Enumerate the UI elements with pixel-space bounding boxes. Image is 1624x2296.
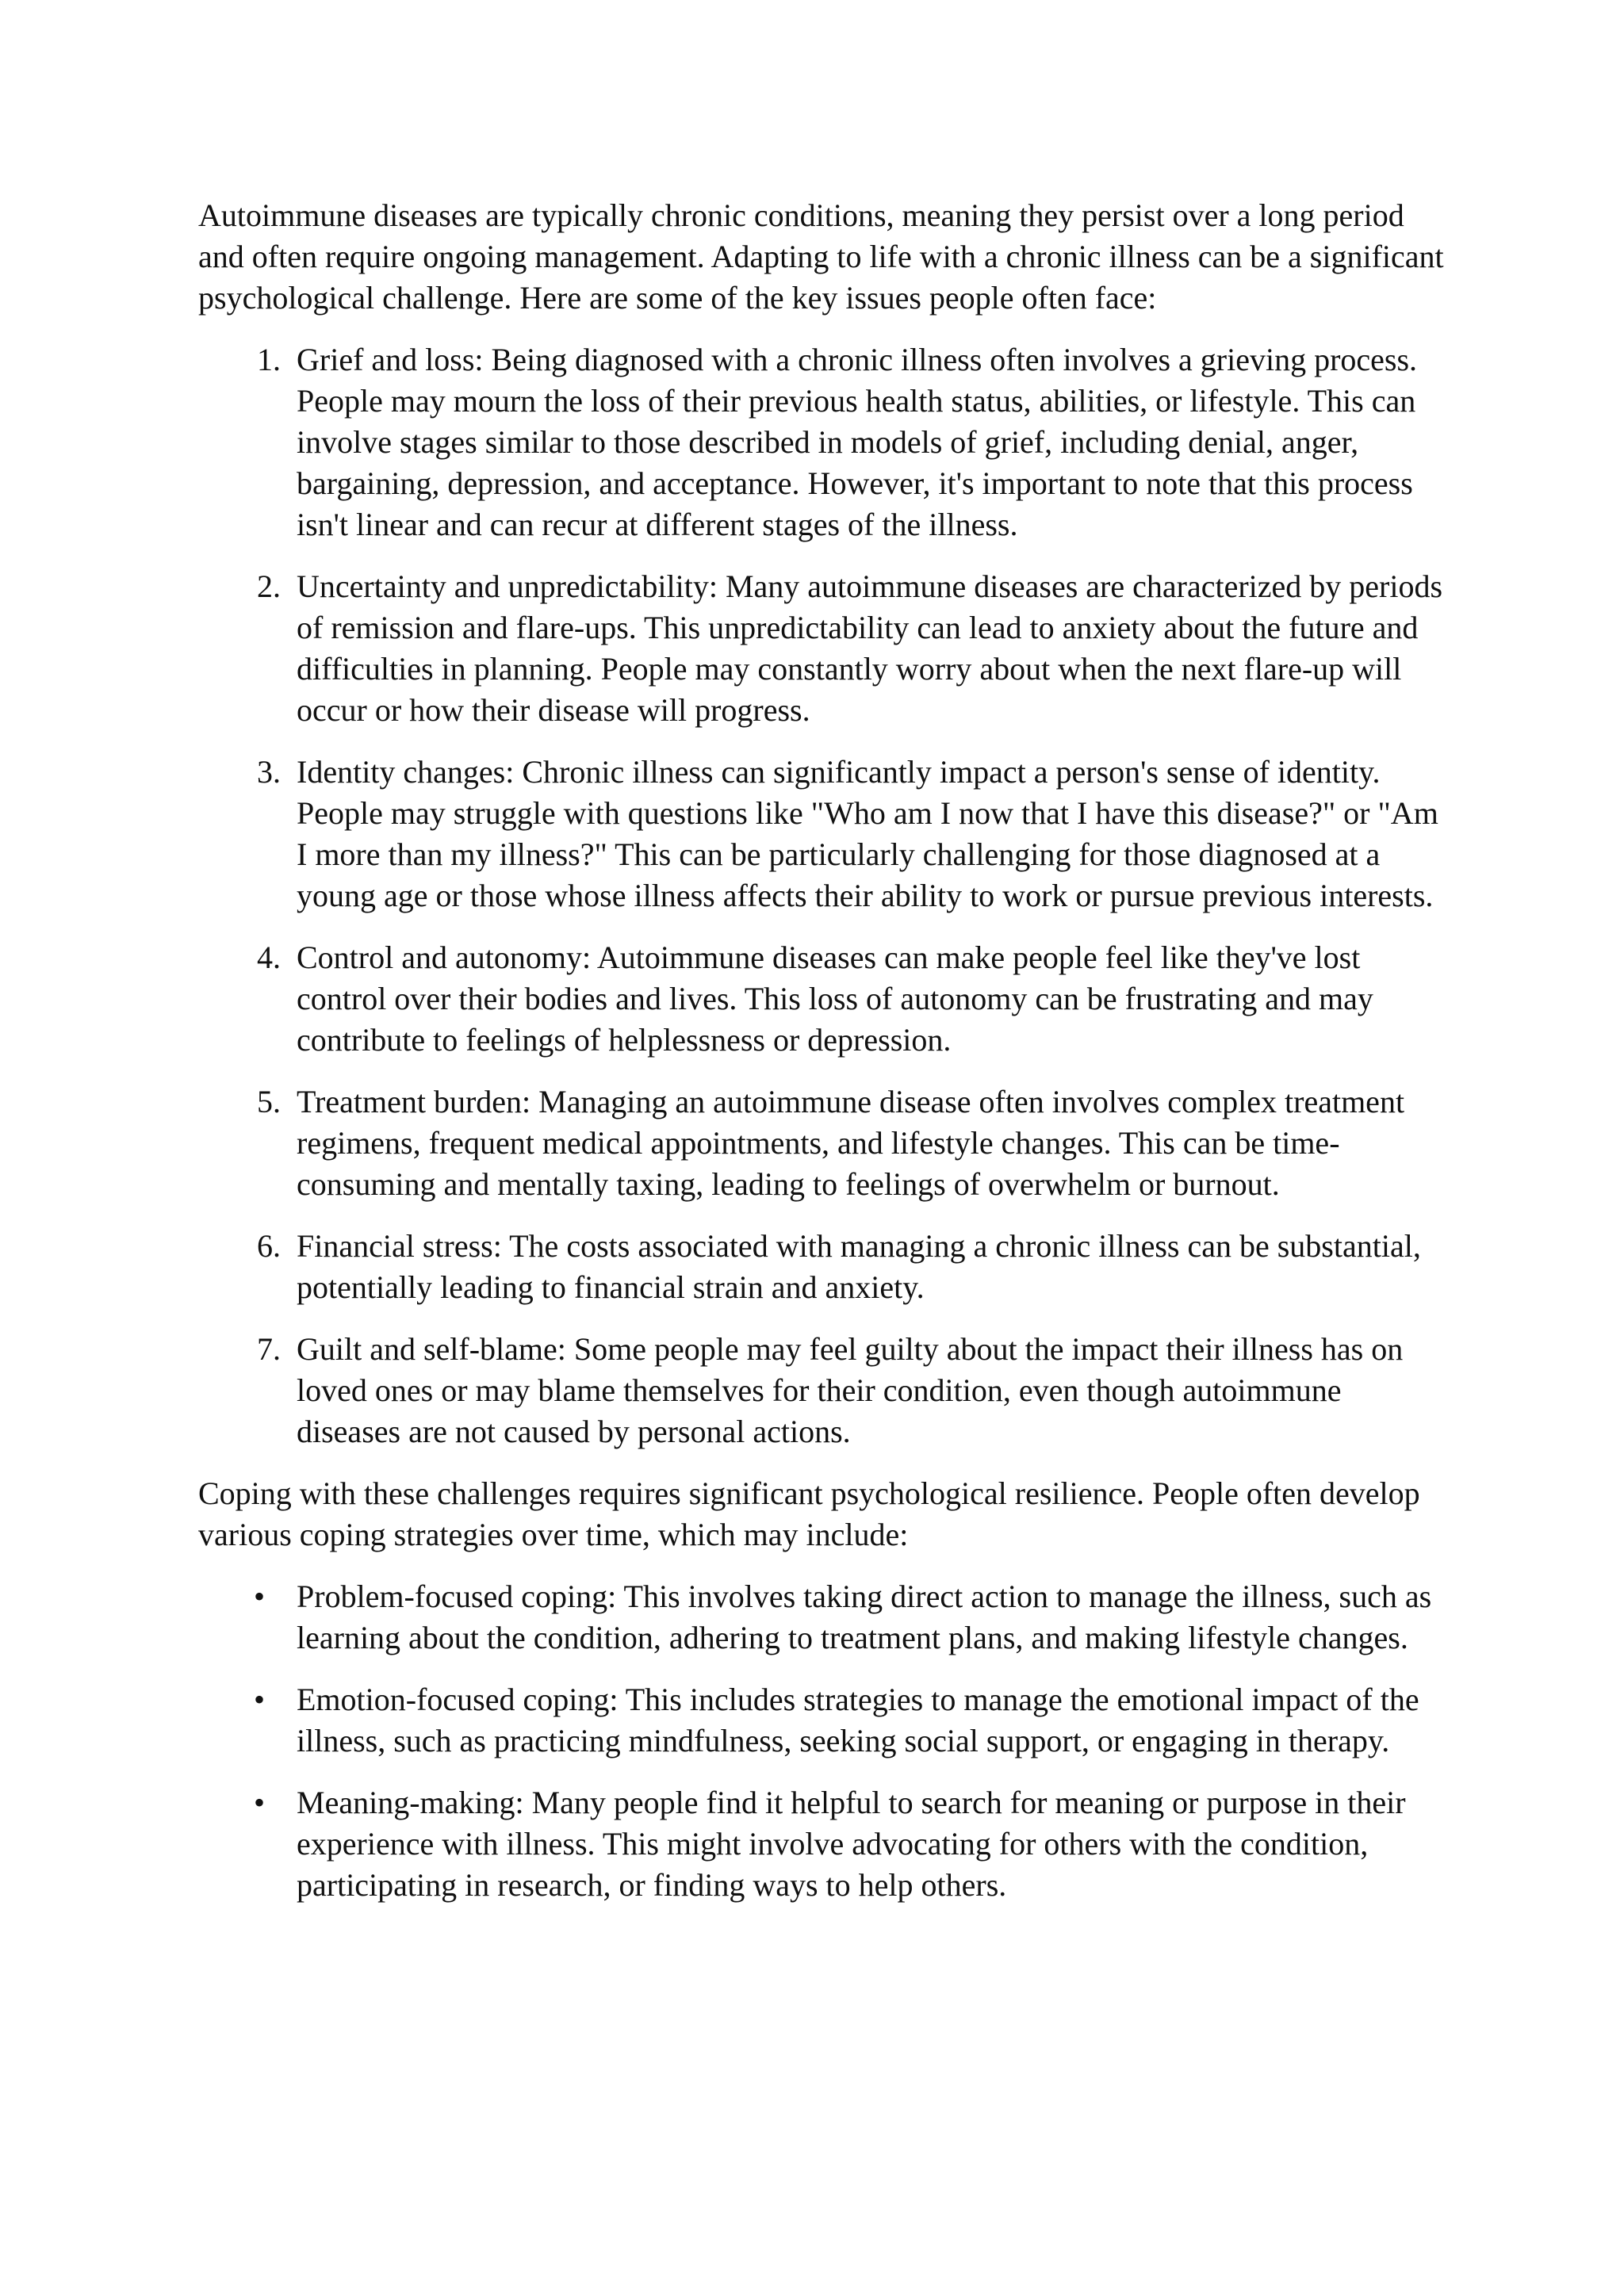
bullet-icon: •: [253, 1578, 265, 1614]
list-item-text: Grief and loss: Being diagnosed with a chronic illness often involves a grieving process. People may mourn the loss of their previous health status, abilities, or lifestyle. This can involve stages similar to those described in models of grief, including denial, anger, bargaining, depression, and acceptance. However, it's important to note that this process isn't linear and can recur at different stages of the illness.: [297, 342, 1418, 542]
list-number: 4.: [257, 939, 281, 975]
list-item-text: Meaning-making: Many people find it helpful to search for meaning or purpose in their experience with illness. This might involve advocating for others with the condition, participating in research, or finding ways to help others.: [297, 1785, 1406, 1903]
coping-intro-paragraph: Coping with these challenges requires significant psychological resilience. People often develop various coping strategies over time, which may include:: [198, 1475, 1420, 1552]
document-page: [198, 195, 1451, 1927]
list-item-text: Problem-focused coping: This involves taking direct action to manage the illness, such as learning about the condition, adhering to treatment plans, and making lifestyle changes.: [297, 1578, 1432, 1655]
list-number: 5.: [257, 1084, 281, 1119]
list-item-text: Emotion-focused coping: This includes strategies to manage the emotional impact of the illness, such as practicing mindfulness, seeking social support, or engaging in therapy.: [297, 1682, 1419, 1758]
list-item: [198, 566, 1451, 731]
list-item-text: Identity changes: Chronic illness can significantly impact a person's sense of identity. People may struggle with questions like "Who am I now that I have this disease?" or "Am I more than my illness?" This can be particularly challenging for those diagnosed at a young age or those whose illness affects their ability to work or pursue previous interests.: [297, 754, 1438, 913]
list-item: [198, 752, 1451, 916]
list-item-text: Treatment burden: Managing an autoimmune disease often involves complex treatment regimens, frequent medical appointments, and lifestyle changes. This can be time-consuming and mentally taxing, leading to feelings of overwhelm or burnout.: [297, 1084, 1405, 1202]
list-number: 2.: [257, 568, 281, 604]
list-item: [198, 1679, 1451, 1762]
list-item: [198, 1576, 1451, 1659]
list-item: [198, 937, 1451, 1061]
list-item-text: Uncertainty and unpredictability: Many autoimmune diseases are characterized by periods of remission and flare-ups. This unpredictability can lead to anxiety about the future and difficulties in planning. People may constantly worry about when the next flare-up will occur or how their disease will progress.: [297, 568, 1443, 728]
list-number: 1.: [257, 342, 281, 377]
list-item: [198, 1081, 1451, 1205]
bullet-icon: •: [253, 1785, 265, 1820]
list-item: [198, 339, 1451, 545]
list-item-text: Financial stress: The costs associated with managing a chronic illness can be substantial, potentially leading to financial strain and anxiety.: [297, 1228, 1421, 1305]
list-item: [198, 1329, 1451, 1452]
challenges-list: [198, 339, 1451, 1452]
strategies-list: [198, 1576, 1451, 1906]
list-item-text: Control and autonomy: Autoimmune diseases can make people feel like they've lost control over their bodies and lives. This loss of autonomy can be frustrating and may contribute to feelings of helplessness or depression.: [297, 939, 1373, 1058]
list-item-text: Guilt and self-blame: Some people may feel guilty about the impact their illness has on loved ones or may blame themselves for their condition, even though autoimmune diseases are not caused by personal actions.: [297, 1331, 1404, 1449]
list-number: 3.: [257, 754, 281, 790]
bullet-icon: •: [253, 1682, 265, 1717]
list-number: 6.: [257, 1228, 281, 1264]
list-item: [198, 1226, 1451, 1308]
list-item: [198, 1782, 1451, 1906]
intro-paragraph: Autoimmune diseases are typically chronic conditions, meaning they persist over a long period and often require ongoing management. Adapting to life with a chronic illness can be a significant psychological challenge. Here are some of the key issues people often face:: [198, 197, 1444, 316]
list-number: 7.: [257, 1331, 281, 1367]
